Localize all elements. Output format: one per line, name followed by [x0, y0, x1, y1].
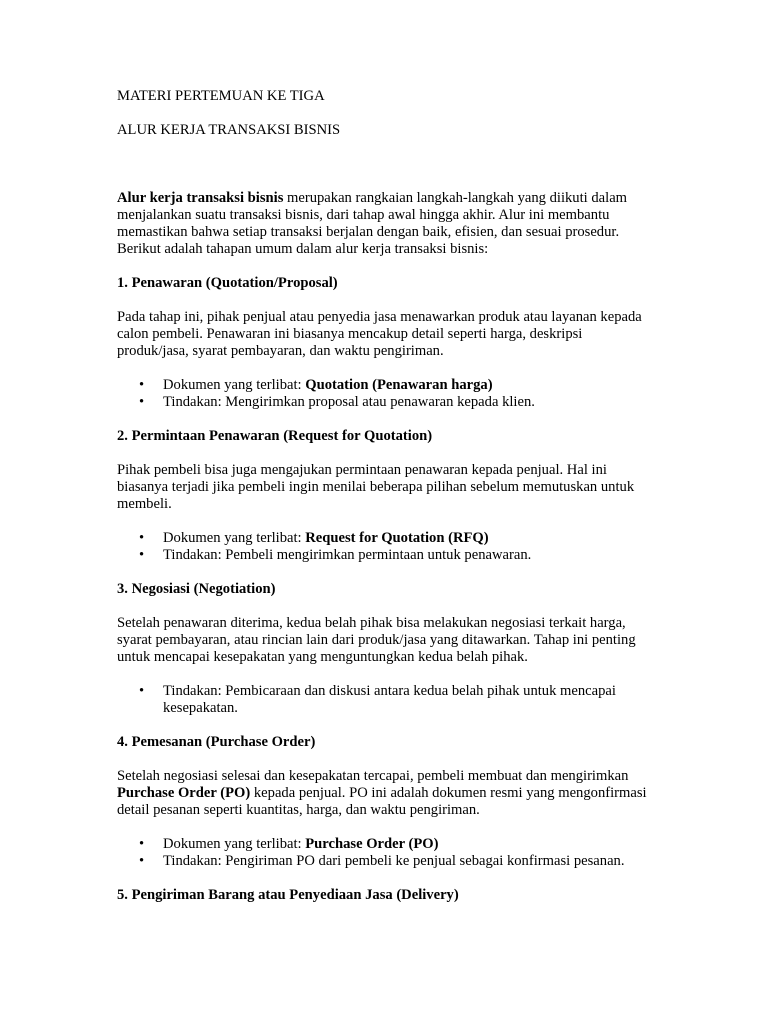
list-item	[139, 853, 657, 870]
list-item-label: Dokumen yang terlibat:	[163, 836, 306, 852]
bullet-icon: •	[139, 530, 145, 546]
section-5-heading: 5. Pengiriman Barang atau Penyediaan Jasa (Delivery)	[117, 887, 459, 903]
section-1-paragraph: Pada tahap ini, pihak penjual atau penyedia jasa menawarkan produk atau layanan kepada calon pembeli. Penawaran ini biasanya mencakup detail seperti harga, deskripsi produk/jasa, syarat pembayaran, dan waktu pengiriman.	[117, 309, 642, 359]
list-item	[139, 547, 657, 564]
list-item-label: Dokumen yang terlibat:	[163, 377, 306, 393]
section-3-list	[117, 683, 657, 717]
list-item-text: Tindakan: Pembicaraan dan diskusi antara kedua belah pihak untuk mencapai kesepakatan.	[163, 683, 616, 716]
list-item-text: Tindakan: Pengiriman PO dari pembeli ke penjual sebagai konfirmasi pesanan.	[163, 853, 625, 869]
bullet-icon: •	[139, 683, 145, 699]
section-2-paragraph: Pihak pembeli bisa juga mengajukan permintaan penawaran kepada penjual. Hal ini biasanya terjadi jika pembeli ingin menilai beberapa pilihan sebelum memutuskan untuk membeli.	[117, 462, 635, 512]
document-page	[117, 88, 657, 921]
list-item-text: Tindakan: Pembeli mengirimkan permintaan untuk penawaran.	[163, 547, 532, 563]
bullet-icon: •	[139, 377, 145, 393]
section-4-paragraph	[117, 768, 657, 819]
list-item	[139, 683, 657, 717]
section-2-heading: 2. Permintaan Penawaran (Request for Quotation)	[117, 428, 433, 444]
section-4-list	[117, 836, 657, 870]
section-2-list	[117, 530, 657, 564]
bullet-icon: •	[139, 394, 145, 410]
section-1-heading: 1. Penawaran (Quotation/Proposal)	[117, 275, 338, 291]
section-3-heading: 3. Negosiasi (Negotiation)	[117, 581, 276, 597]
document-title: MATERI PERTEMUAN KE TIGA	[117, 88, 325, 104]
document-name: Purchase Order (PO)	[305, 836, 439, 852]
paragraph-text: kepada penjual. PO ini adalah dokumen resmi yang mengonfirmasi detail pesanan seperti kuantitas, harga, dan waktu pengiriman.	[117, 785, 647, 818]
list-item	[139, 836, 657, 853]
intro-bold-term: Alur kerja transaksi bisnis	[117, 190, 284, 206]
list-item	[139, 394, 657, 411]
list-item-text: Tindakan: Mengirimkan proposal atau penawaran kepada klien.	[163, 394, 535, 410]
document-name: Quotation (Penawaran harga)	[305, 377, 493, 393]
list-item	[139, 530, 657, 547]
document-name: Purchase Order (PO)	[117, 785, 251, 801]
intro-text: merupakan rangkaian langkah-langkah yang diikuti dalam menjalankan suatu transaksi bisnis, dari tahap awal hingga akhir. Alur ini membantu memastikan bahwa setiap transaksi berjalan dengan baik, efisien, dan sesuai prosedur. Berikut adalah tahapan umum dalam alur kerja transaksi bisnis:	[117, 190, 628, 257]
section-1-list	[117, 377, 657, 411]
section-4-heading: 4. Pemesanan (Purchase Order)	[117, 734, 316, 750]
bullet-icon: •	[139, 853, 145, 869]
list-item	[139, 377, 657, 394]
document-subtitle: ALUR KERJA TRANSAKSI BISNIS	[117, 122, 341, 138]
bullet-icon: •	[139, 547, 145, 563]
list-item-label: Dokumen yang terlibat:	[163, 530, 306, 546]
intro-paragraph	[117, 190, 657, 258]
paragraph-text: Setelah negosiasi selesai dan kesepakatan tercapai, pembeli membuat dan mengirimkan	[117, 768, 629, 784]
bullet-icon: •	[139, 836, 145, 852]
section-3-paragraph: Setelah penawaran diterima, kedua belah pihak bisa melakukan negosiasi terkait harga, syarat pembayaran, atau rincian lain dari produk/jasa yang ditawarkan. Tahap ini penting untuk mencapai kesepakatan yang menguntungkan kedua belah pihak.	[117, 615, 636, 665]
document-name: Request for Quotation (RFQ)	[305, 530, 489, 546]
